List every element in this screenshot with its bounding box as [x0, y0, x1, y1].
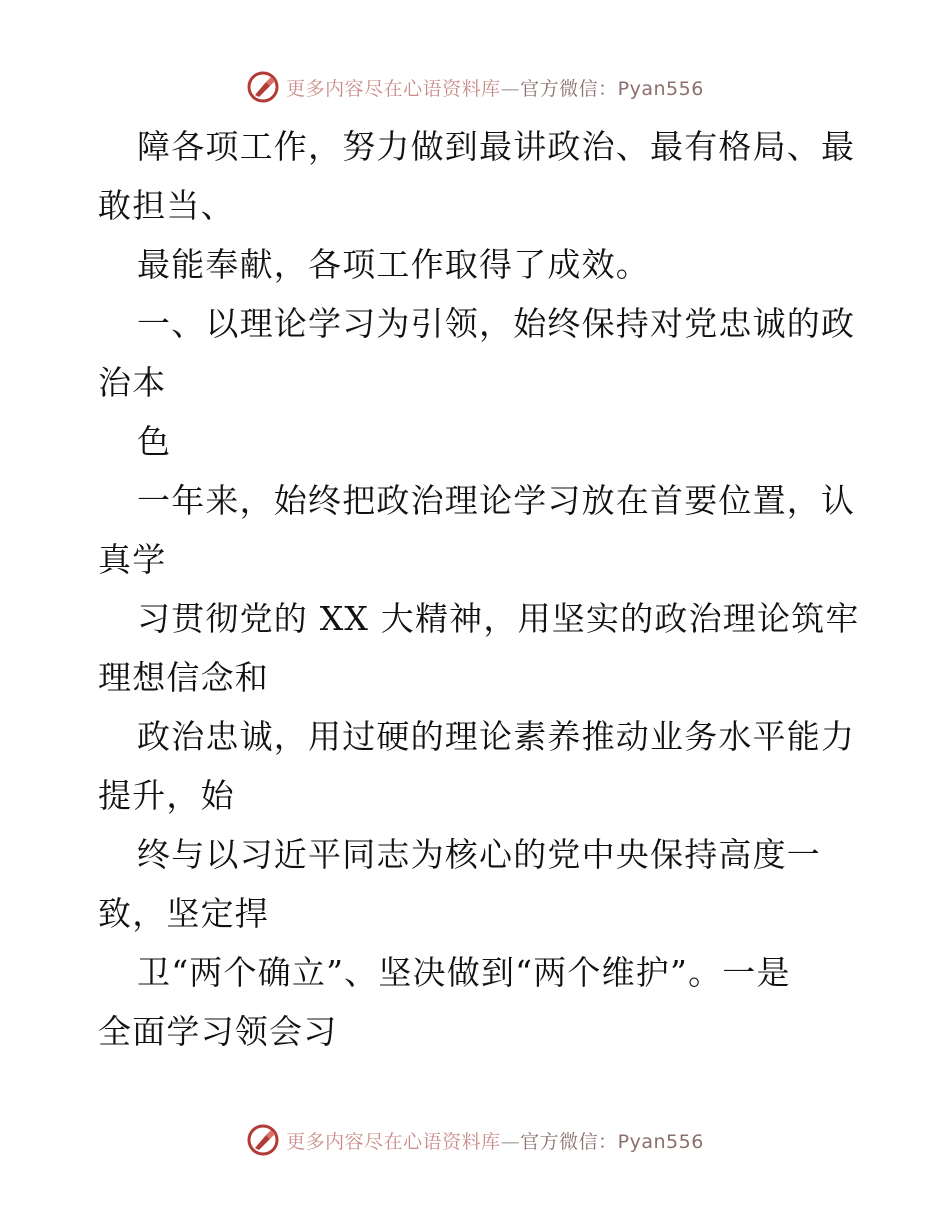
text-line: 卫“两个确立”、坚决做到“两个维护”。一是 [137, 953, 791, 992]
text-line: 一、以理论学习为引领，始终保持对党忠诚的政 [137, 304, 856, 343]
watermark-brand: 更多内容尽在心语资料库 [286, 1130, 501, 1153]
text-line: 习贯彻党的 XX 大精神，用坚实的政治理论筑牢 [137, 599, 860, 638]
text-line: 全面学习领会习 [98, 1012, 338, 1051]
pen-logo-icon [246, 1123, 280, 1157]
text-line: 色 [137, 422, 172, 461]
text-line: 治本 [98, 363, 167, 402]
text-line: 最能奉献，各项工作取得了成效。 [137, 245, 650, 284]
text-line: 政治忠诚，用过硬的理论素养推动业务水平能力 [137, 717, 856, 756]
text-line: 一年来，始终把政治理论学习放在首要位置，认 [137, 481, 856, 520]
watermark-text [286, 1127, 704, 1154]
footer-watermark [0, 1123, 950, 1157]
watermark-wechat: 官方微信：Pyan556 [520, 1130, 704, 1153]
text-line: 提升，始 [98, 776, 235, 815]
text-line: 终与以习近平同志为核心的党中央保持高度一 [137, 835, 821, 874]
text-line: 致，坚定捍 [98, 894, 269, 933]
watermark-wechat: 官方微信：Pyan556 [520, 77, 704, 100]
text-line: 真学 [98, 540, 167, 579]
watermark-brand: 更多内容尽在心语资料库 [286, 77, 501, 100]
text-line: 理想信念和 [98, 658, 269, 697]
watermark-separator: — [500, 1130, 521, 1153]
watermark-separator: — [500, 77, 521, 100]
text-line: 敢担当、 [98, 186, 235, 225]
text-line: 障各项工作，努力做到最讲政治、最有格局、最 [137, 127, 856, 166]
